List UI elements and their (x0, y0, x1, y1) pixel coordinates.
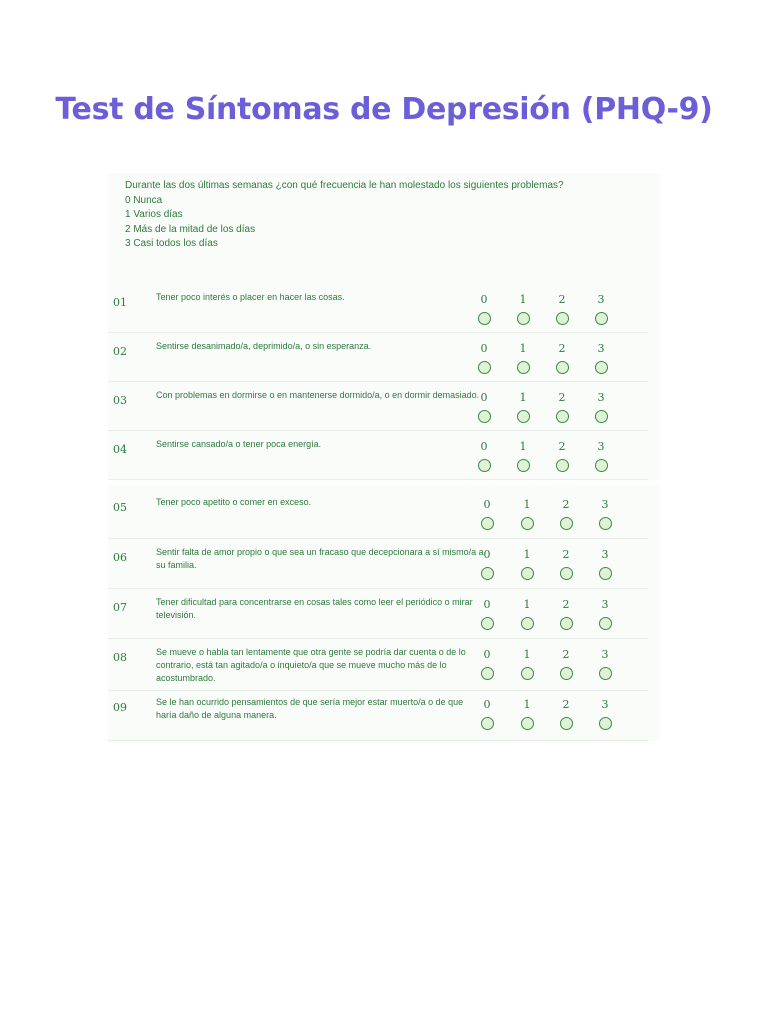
option-label: 0 (480, 293, 488, 306)
question-number: 06 (113, 551, 127, 564)
option-label: 3 (601, 548, 609, 561)
option-radio[interactable] (517, 459, 530, 472)
question-number: 08 (113, 651, 127, 664)
question-number: 09 (113, 701, 127, 714)
option-label: 2 (562, 498, 570, 511)
question-row (108, 430, 648, 480)
question-row (108, 538, 648, 589)
option-label: 2 (562, 648, 570, 661)
option-label: 0 (483, 548, 491, 561)
option-radio[interactable] (556, 459, 569, 472)
option-label: 1 (519, 293, 527, 306)
scale-label: 3 Casi todos los días (125, 238, 218, 249)
option-radio[interactable] (595, 312, 608, 325)
option-radio[interactable] (517, 312, 530, 325)
questionnaire-form (108, 173, 660, 741)
question-row (108, 488, 648, 539)
option-label: 3 (597, 342, 605, 355)
question-number: 05 (113, 501, 127, 514)
option-label: 3 (597, 440, 605, 453)
option-radio[interactable] (481, 667, 494, 680)
option-label: 0 (483, 498, 491, 511)
option-label: 3 (597, 293, 605, 306)
scale-label: 1 Varios días (125, 209, 183, 220)
option-radio[interactable] (481, 717, 494, 730)
question-number: 04 (113, 443, 127, 456)
question-row (108, 688, 648, 741)
option-radio[interactable] (517, 410, 530, 423)
option-radio[interactable] (560, 717, 573, 730)
question-text: Sentirse cansado/a o tener poca energía. (156, 439, 322, 449)
option-label: 3 (597, 391, 605, 404)
question-text: Se le han ocurrido pensamientos de que sería mejor estar muerto/a o de que haría daño de alguna manera. (156, 697, 464, 720)
question-row (108, 283, 648, 333)
option-label: 3 (601, 498, 609, 511)
option-label: 0 (480, 440, 488, 453)
option-radio[interactable] (521, 617, 534, 630)
option-radio[interactable] (560, 667, 573, 680)
option-label: 0 (480, 391, 488, 404)
question-text: Con problemas en dormirse o en mantenerse dormido/a, o en dormir demasiado. (156, 390, 480, 400)
option-label: 1 (519, 342, 527, 355)
question-text: Tener poco interés o placer en hacer las cosas. (156, 292, 345, 302)
question-text: Tener dificultad para concentrarse en cosas tales como leer el periódico o mirar televisión. (156, 597, 473, 620)
option-label: 1 (523, 648, 531, 661)
question-number: 02 (113, 345, 127, 358)
option-label: 3 (601, 648, 609, 661)
option-radio[interactable] (481, 567, 494, 580)
option-radio[interactable] (517, 361, 530, 374)
instructions (125, 179, 564, 252)
option-radio[interactable] (521, 567, 534, 580)
option-radio[interactable] (599, 667, 612, 680)
option-label: 0 (483, 698, 491, 711)
option-label: 3 (601, 598, 609, 611)
option-radio[interactable] (478, 312, 491, 325)
question-row (108, 588, 648, 639)
question-number: 01 (113, 296, 127, 309)
option-radio[interactable] (481, 517, 494, 530)
option-label: 1 (519, 440, 527, 453)
question-row (108, 638, 648, 691)
option-label: 2 (558, 342, 566, 355)
option-radio[interactable] (560, 617, 573, 630)
option-label: 1 (519, 391, 527, 404)
question-text: Tener poco apetito o comer en exceso. (156, 497, 312, 507)
option-radio[interactable] (599, 517, 612, 530)
option-label: 0 (483, 598, 491, 611)
option-label: 0 (480, 342, 488, 355)
question-row (108, 381, 648, 431)
option-radio[interactable] (599, 567, 612, 580)
question-text: Se mueve o habla tan lentamente que otra gente se podría dar cuenta o de lo contrario, está tan agitado/a o inquieto/a que se mueve mucho más de lo acostumbrado. (156, 647, 466, 683)
option-radio[interactable] (560, 567, 573, 580)
option-radio[interactable] (521, 717, 534, 730)
option-radio[interactable] (521, 667, 534, 680)
page-title: Test de Síntomas de Depresión (PHQ-9) (55, 92, 713, 127)
question-row (108, 332, 648, 382)
option-radio[interactable] (478, 410, 491, 423)
option-label: 2 (562, 598, 570, 611)
option-label: 1 (523, 598, 531, 611)
question-text: Sentirse desanimado/a, deprimido/a, o sin esperanza. (156, 341, 372, 351)
option-label: 3 (601, 698, 609, 711)
option-radio[interactable] (556, 312, 569, 325)
option-label: 1 (523, 498, 531, 511)
scale-label: 0 Nunca (125, 194, 163, 206)
question-number: 03 (113, 394, 127, 407)
option-label: 2 (558, 293, 566, 306)
scale-label: 2 Más de la mitad de los días (125, 223, 256, 235)
question-number: 07 (113, 601, 127, 614)
question-text: Sentir falta de amor propio o que sea un fracaso que decepcionara a sí mismo/a a su familia. (156, 547, 484, 570)
option-label: 2 (558, 391, 566, 404)
option-radio[interactable] (560, 517, 573, 530)
option-radio[interactable] (556, 410, 569, 423)
option-radio[interactable] (481, 617, 494, 630)
option-radio[interactable] (478, 459, 491, 472)
option-radio[interactable] (478, 361, 491, 374)
option-label: 2 (558, 440, 566, 453)
option-radio[interactable] (556, 361, 569, 374)
option-label: 1 (523, 698, 531, 711)
option-radio[interactable] (595, 361, 608, 374)
option-radio[interactable] (599, 717, 612, 730)
option-radio[interactable] (595, 410, 608, 423)
option-label: 2 (562, 548, 570, 561)
option-label: 0 (483, 648, 491, 661)
option-radio[interactable] (595, 459, 608, 472)
section-gap (108, 480, 660, 486)
option-label: 1 (523, 548, 531, 561)
option-radio[interactable] (599, 617, 612, 630)
option-radio[interactable] (521, 517, 534, 530)
option-label: 2 (562, 698, 570, 711)
instructions-question: Durante las dos últimas semanas ¿con qué frecuencia le han molestado los siguientes problemas? (125, 180, 564, 191)
